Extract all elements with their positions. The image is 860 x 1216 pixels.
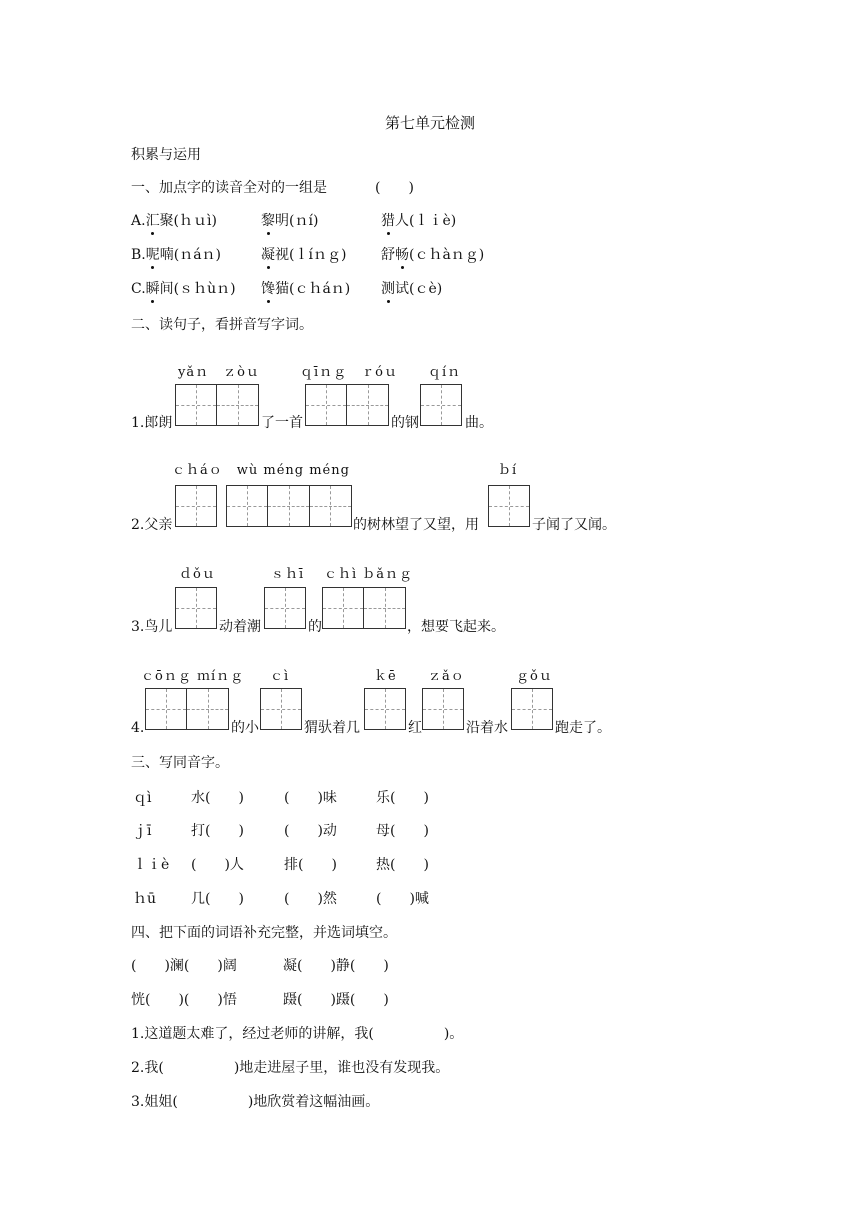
character-box[interactable] xyxy=(322,587,406,629)
page-title: 第七单元检测 xyxy=(384,114,475,132)
q3-blank[interactable]: 水( ) xyxy=(191,790,244,806)
character-box[interactable] xyxy=(511,688,553,730)
sentence-text: 4. xyxy=(131,720,145,736)
character-box[interactable] xyxy=(264,587,306,629)
sentence-text: 猬驮着几 xyxy=(304,720,360,736)
character-box[interactable] xyxy=(488,485,530,527)
q4-sentence[interactable]: 1.这道题太难了，经过老师的讲解，我( )。 xyxy=(131,1026,464,1042)
q3-blank[interactable]: ( )人 xyxy=(191,857,244,873)
q4-word-blank[interactable]: 蹑( )蹑( ) xyxy=(283,992,389,1008)
q1-stem: 一、加点字的读音全对的一组是 xyxy=(131,180,327,196)
sentence-text: 了一首 xyxy=(261,415,303,431)
q3-pinyin: ｌｉè xyxy=(133,857,170,873)
character-box[interactable] xyxy=(145,688,229,730)
q3-blank[interactable]: 打( ) xyxy=(191,823,244,839)
q1-option-c: C.瞬间(ｓｈùｎ) xyxy=(131,281,236,297)
pinyin-label: ｃōｎｇ ｍíｎｇ xyxy=(141,669,245,684)
sentence-text: ，想要飞起来。 xyxy=(407,619,505,635)
sentence-text: 的 xyxy=(308,619,322,635)
character-box[interactable] xyxy=(175,587,217,629)
q1-option-a-item3: 猎人(ｌｉè) xyxy=(381,213,457,229)
pinyin-label: ｑíｎ xyxy=(428,365,462,380)
sentence-text: 的钢 xyxy=(391,415,419,431)
q1-option-a: A.汇聚(ｈｕì) xyxy=(131,213,217,229)
q3-blank[interactable]: ( )动 xyxy=(284,823,337,839)
q1-option-b: B.呢喃(ｎáｎ) xyxy=(131,247,222,263)
q3-blank[interactable]: 乐( ) xyxy=(376,790,429,806)
q4-word-blank[interactable]: 凝( )静( ) xyxy=(283,958,389,974)
q3-pinyin: ｊī xyxy=(133,823,152,839)
character-box[interactable] xyxy=(175,485,217,527)
pinyin-label: ｄǒｕ xyxy=(179,567,216,582)
sentence-text: 跑走了。 xyxy=(555,720,611,736)
q4-word-blank[interactable]: 恍( )( )悟 xyxy=(131,992,237,1008)
sentence-text: 沿着水 xyxy=(466,720,508,736)
character-box[interactable] xyxy=(260,688,302,730)
pinyin-label: ｃｈì ｂǎｎｇ xyxy=(324,567,414,582)
q3-pinyin: ｑì xyxy=(133,790,152,806)
q3-blank[interactable]: 排( ) xyxy=(284,857,337,873)
pinyin-label: ｋē xyxy=(374,669,397,684)
q3-stem: 三、写同音字。 xyxy=(131,755,229,771)
pinyin-label: ｂí xyxy=(498,463,518,478)
character-box[interactable] xyxy=(420,384,462,426)
sentence-text: 红 xyxy=(408,720,422,736)
character-box[interactable] xyxy=(422,688,464,730)
q1-option-b-item2: 凝视(ｌíｎｇ) xyxy=(261,247,347,263)
q3-pinyin: ｈū xyxy=(133,891,157,907)
character-box[interactable] xyxy=(226,485,352,527)
pinyin-label: ｃｈáｏ wù méng méng xyxy=(172,463,350,478)
sentence-text: 2.父亲 xyxy=(131,517,173,533)
pinyin-label: yǎｎ ｚòｕ xyxy=(178,365,260,380)
sentence-text: 1.郎朗 xyxy=(131,415,173,431)
section-label: 积累与运用 xyxy=(131,147,201,163)
sentence-text: 的树林望了又望，用 xyxy=(353,517,479,533)
q1-option-c-item2: 馋猫(ｃｈáｎ) xyxy=(261,281,351,297)
character-box[interactable] xyxy=(305,384,389,426)
q3-blank[interactable]: ( )然 xyxy=(284,891,337,907)
pinyin-label: ｑīｎｇ ｒóｕ xyxy=(300,365,398,380)
q4-stem: 四、把下面的词语补充完整，并选词填空。 xyxy=(131,925,397,941)
sentence-text: 的小 xyxy=(231,720,259,736)
q3-blank[interactable]: ( )味 xyxy=(284,790,337,806)
sentence-text: 3.鸟儿 xyxy=(131,619,173,635)
q1-option-c-item3: 测试(ｃè) xyxy=(381,281,443,297)
pinyin-label: ｓｈī xyxy=(271,567,305,582)
q4-sentence[interactable]: 3.姐姐( )地欣赏着这幅油画。 xyxy=(131,1094,380,1110)
q3-blank[interactable]: 母( ) xyxy=(376,823,429,839)
q4-sentence[interactable]: 2.我( )地走进屋子里，谁也没有发现我。 xyxy=(131,1060,450,1076)
q1-answer-paren[interactable]: ( ) xyxy=(375,180,414,196)
pinyin-label: ｚǎｏ xyxy=(428,669,465,684)
pinyin-label: ｇǒｕ xyxy=(516,669,553,684)
sentence-text: 曲。 xyxy=(465,415,493,431)
sentence-text: 动着潮 xyxy=(219,619,261,635)
q1-option-b-item3: 舒畅(ｃｈàｎｇ) xyxy=(381,247,485,263)
character-box[interactable] xyxy=(175,384,259,426)
q3-blank[interactable]: ( )喊 xyxy=(376,891,429,907)
sentence-text: 子闻了又闻。 xyxy=(532,517,616,533)
q2-stem: 二、读句子，看拼音写字词。 xyxy=(131,317,313,333)
pinyin-label: ｃì xyxy=(270,669,290,684)
character-box[interactable] xyxy=(364,688,406,730)
q3-blank[interactable]: 几( ) xyxy=(191,891,244,907)
q1-option-a-item2: 黎明(ｎí) xyxy=(261,213,319,229)
q3-blank[interactable]: 热( ) xyxy=(376,857,429,873)
q4-word-blank[interactable]: ( )澜( )阔 xyxy=(131,958,237,974)
